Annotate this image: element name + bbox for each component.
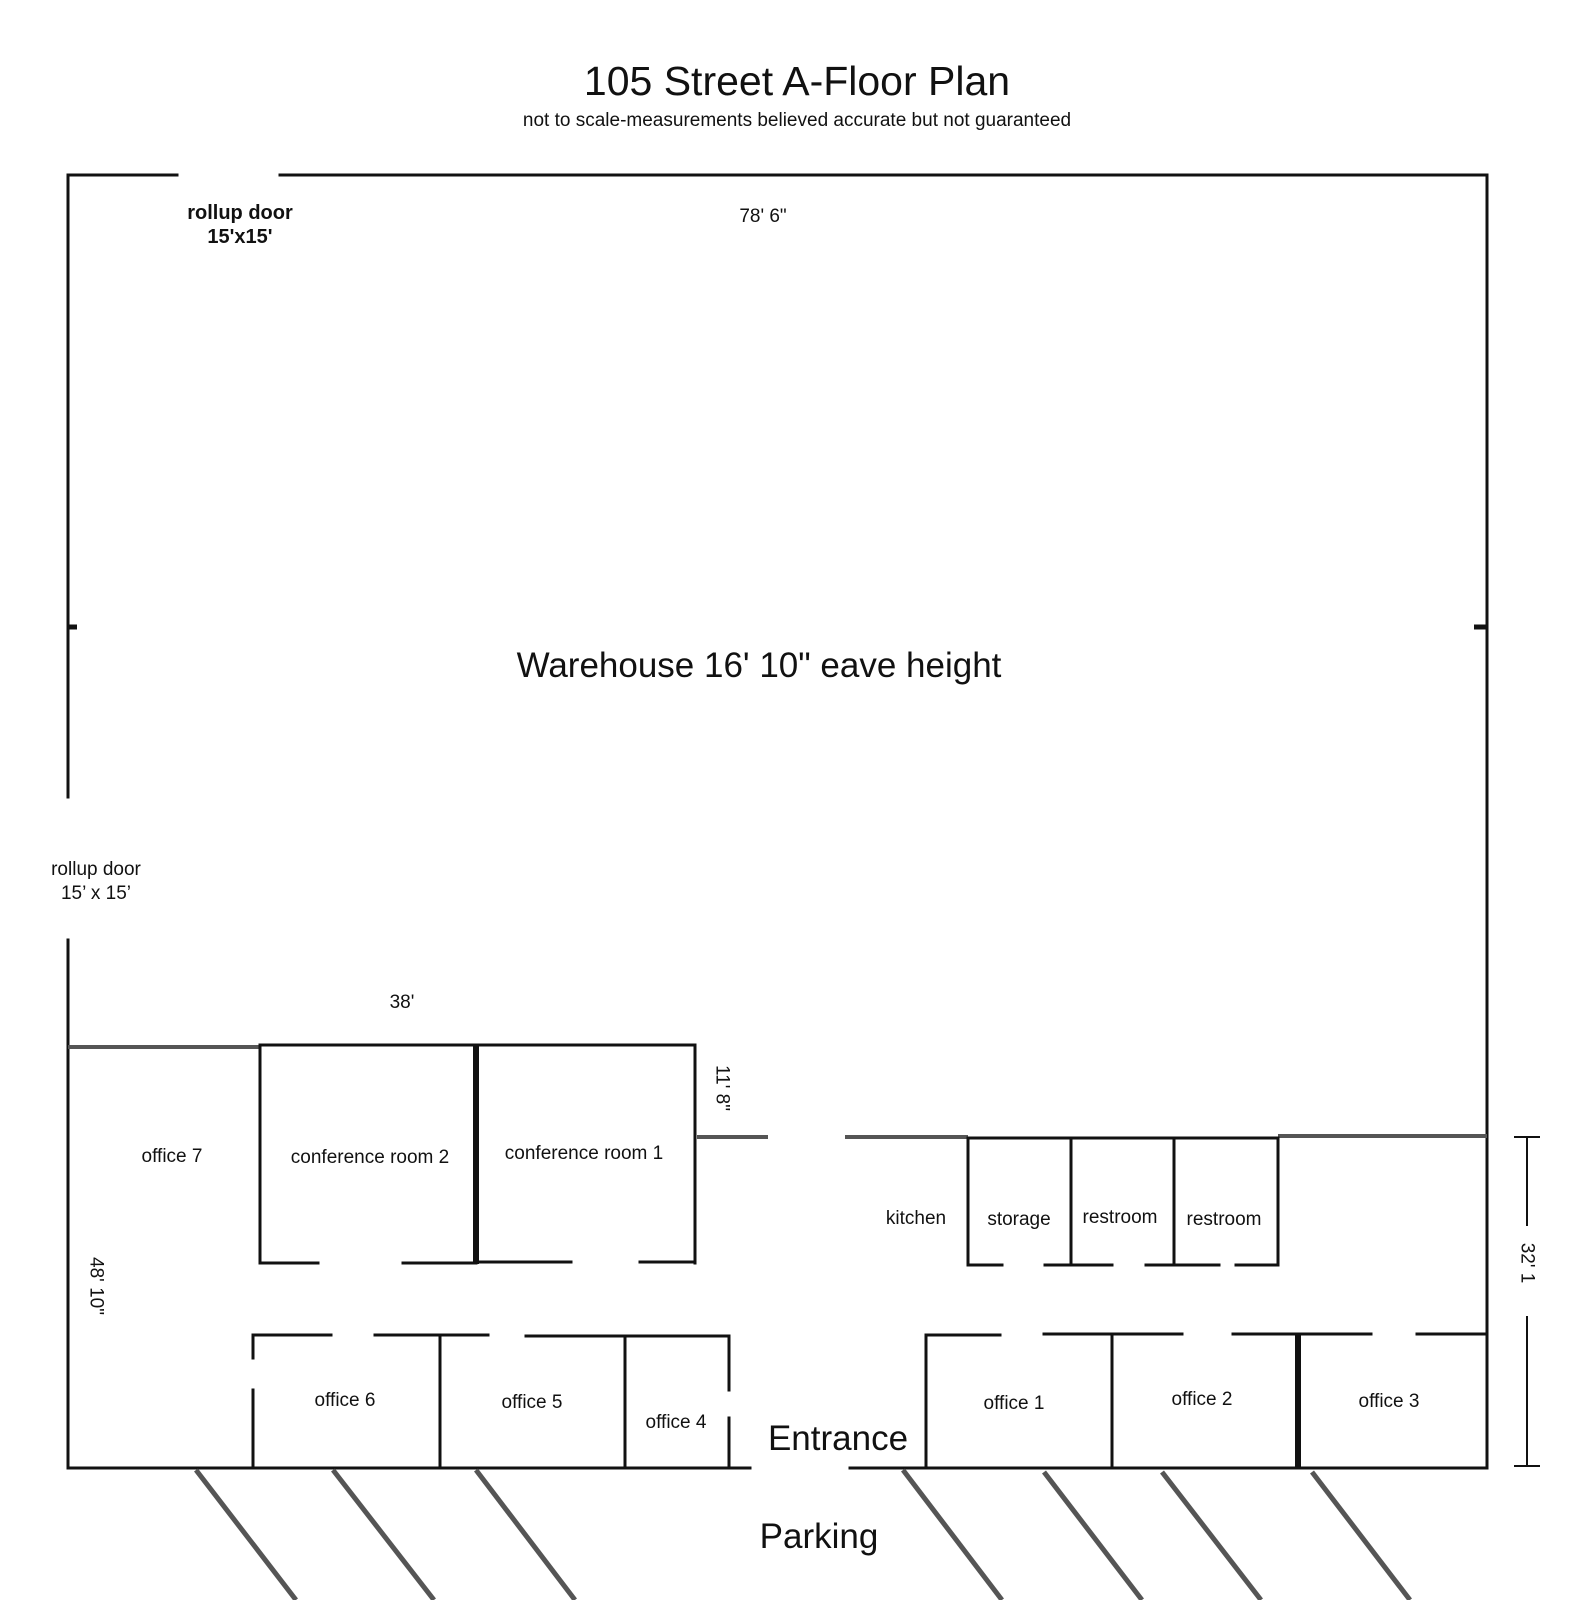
rollup-door-left-size: 15’ x 15’ <box>60 882 132 904</box>
room-office-7: office 7 <box>141 1146 203 1167</box>
dimension-left-depth: 48' 10" <box>85 1257 107 1315</box>
room-office-2: office 2 <box>1171 1389 1233 1410</box>
room-restroom-a: restroom <box>1082 1207 1158 1228</box>
rollup-door-top-label: rollup door <box>187 202 293 224</box>
warehouse-label: Warehouse 16' 10" eave height <box>516 646 1002 685</box>
rollup-door-left-label: rollup door <box>51 859 141 880</box>
parking-stripe-7 <box>1312 1472 1410 1600</box>
room-conference-2: conference room 2 <box>290 1147 450 1168</box>
page-subtitle: not to scale-measurements believed accurate but not guaranteed <box>522 110 1072 131</box>
room-office-3: office 3 <box>1358 1391 1420 1412</box>
dimension-conference-depth: 11' 8" <box>711 1065 733 1111</box>
rollup-door-left <box>51 858 141 906</box>
dimension-office-block-width: 38' <box>389 992 415 1013</box>
rollup-door-top-size: 15'x15' <box>207 226 273 248</box>
room-office-1: office 1 <box>983 1393 1045 1414</box>
room-storage: storage <box>987 1209 1051 1230</box>
parking-stripe-5 <box>1044 1472 1142 1600</box>
room-office-4: office 4 <box>645 1412 707 1433</box>
parking-stripe-2 <box>333 1470 434 1600</box>
parking-stripe-3 <box>476 1470 575 1600</box>
parking-label: Parking <box>759 1517 879 1556</box>
room-office-6: office 6 <box>314 1390 376 1411</box>
room-restroom-b: restroom <box>1186 1209 1262 1230</box>
parking-stripe-1 <box>196 1470 296 1600</box>
dimension-right-depth: 32' 1 <box>1516 1242 1538 1284</box>
room-conference-1: conference room 1 <box>504 1143 664 1164</box>
parking-stripe-4 <box>903 1470 1002 1600</box>
page-title: 105 Street A-Floor Plan <box>583 58 1011 104</box>
room-office-5: office 5 <box>501 1392 563 1413</box>
dimension-top-width: 78' 6" <box>739 206 787 227</box>
entrance-label: Entrance <box>767 1419 909 1458</box>
parking-stripe-6 <box>1162 1472 1261 1600</box>
room-kitchen: kitchen <box>885 1208 947 1229</box>
rollup-door-top <box>187 201 293 249</box>
